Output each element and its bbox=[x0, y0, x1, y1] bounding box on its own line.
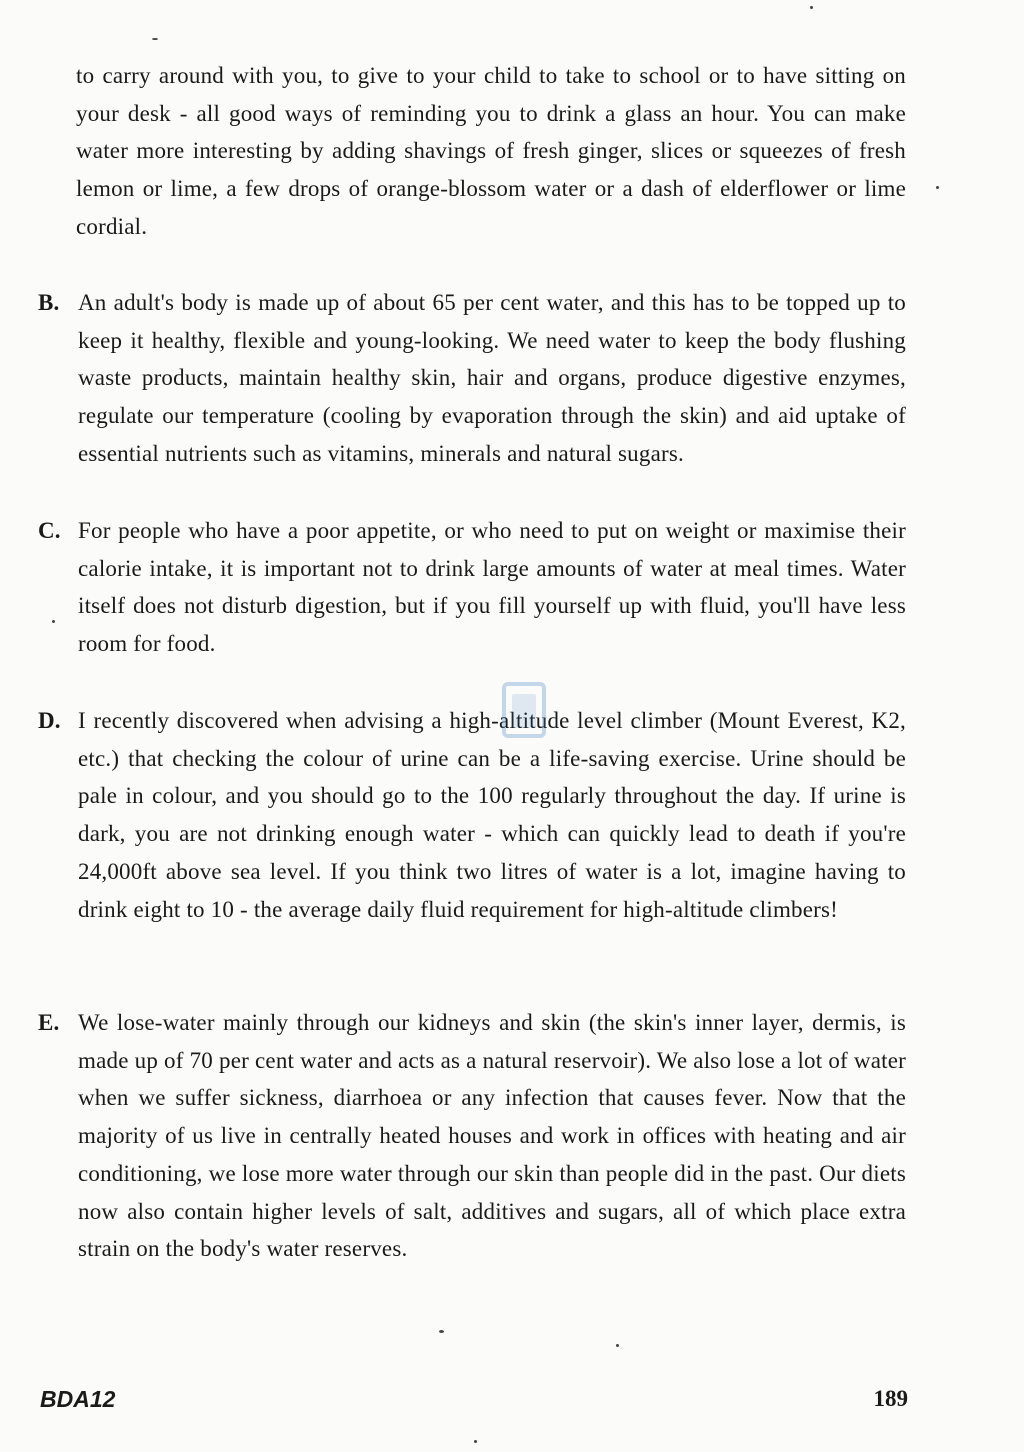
scan-speck bbox=[936, 186, 939, 189]
scan-speck bbox=[474, 1440, 477, 1443]
scan-speck bbox=[616, 1344, 619, 1347]
watermark-logo bbox=[412, 680, 612, 770]
paragraph-c bbox=[38, 512, 906, 663]
paragraph-text: I recently discovered when advising a high-altitude level climber (Mount Everest, K2, etc.) that checking the colour of urine can be a life-saving exercise. Urine should be pale in colour, and you should go to the 100 regularly throughout the day. If urine is dark, you are not drinking enough water - which can quickly lead to death if you're 24,000ft above sea level. If you think two litres of water is a lot, imagine having to drink eight to 10 - the average daily fluid requirement for high-altitude climbers! bbox=[78, 708, 906, 922]
book-code: BDA12 bbox=[40, 1386, 116, 1412]
paragraph-letter: B. bbox=[38, 290, 60, 315]
paragraph-letter: C. bbox=[38, 518, 61, 543]
scan-speck bbox=[152, 38, 158, 40]
paragraph-letter: E. bbox=[38, 1010, 60, 1035]
paragraph-text: For people who have a poor appetite, or who need to put on weight or maximise their calorie intake, it is important not to drink large amounts of water at meal times. Water itself does not disturb digestion, but if you fill yourself up with fluid, you'll have less room for food. bbox=[78, 518, 906, 657]
paragraph-a-continuation bbox=[76, 57, 906, 246]
page-number: 189 bbox=[873, 1386, 908, 1411]
paragraph-text: An adult's body is made up of about 65 per cent water, and this has to be topped up to keep it healthy, flexible and young-looking. We need water to keep the body flushing waste products, maintain healthy skin, hair and organs, produce digestive enzymes, regulate our temperature (cooling by evaporation through the skin) and aid uptake of essential nutrients such as vitamins, minerals and natural sugars. bbox=[78, 290, 906, 466]
scan-speck bbox=[439, 1330, 444, 1333]
paragraph-letter: D. bbox=[38, 708, 61, 733]
scan-speck bbox=[52, 620, 55, 623]
paragraph-text: to carry around with you, to give to your child to take to school or to have sitting on your desk - all good ways of reminding you to drink a glass an hour. You can make water more interesting by adding shavings of fresh ginger, slices or squeezes of fresh lemon or lime, a few drops of orange-blossom water or a dash of elderflower or lime cordial. bbox=[76, 63, 906, 239]
paragraph-text: We lose-water mainly through our kidneys and skin (the skin's inner layer, dermis, is made up of 70 per cent water and acts as a natural reservoir). We also lose a lot of water when we suffer sickness, diarrhoea or any infection that causes fever. Now that the majority of us live in centrally heated houses and work in offices with heating and air conditioning, we lose more water through our skin than people did in the past. Our diets now also contain higher levels of salt, additives and sugars, all of which place extra strain on the body's water reserves. bbox=[78, 1010, 906, 1262]
paragraph-b bbox=[38, 284, 906, 473]
paragraph-e bbox=[38, 1004, 906, 1268]
scan-speck bbox=[810, 6, 813, 9]
